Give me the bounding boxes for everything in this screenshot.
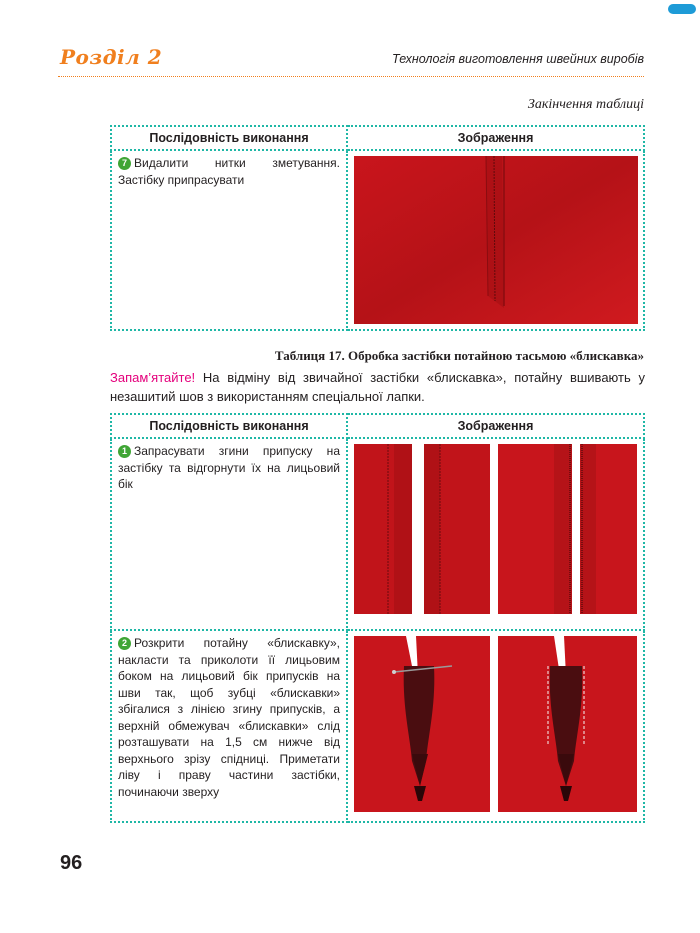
column-header-image: Зображення [347,414,644,438]
step-text: Запрасувати згини припуску на застібку та відгорнути їх на лицьовий бік [118,444,340,491]
step-text: Розкрити потайну «блискавку», накласти та приколоти її лицьовим боком на лицьовий бік припусків на шви так, щоб зубці «блискавки» збігалися з лінією згину припусків, а верхній обмежувач «блискавки» слід розташувати на 1,5 см нижче від верхнього зрізу спідниці. Приметати ліву і праву частини застібки, починаючи зверху [118,636,340,799]
table-continuation-label: Закінчення таблиці [527,97,644,112]
step-number-badge: 1 [118,445,131,458]
step-number-badge: 2 [118,637,131,650]
step-number-badge: 7 [118,157,131,170]
photo-folds-pressed-1 [354,444,490,614]
remember-label: Запам’ятайте! [110,370,196,385]
photo-zipper-basted [498,636,638,812]
table-17 [110,413,645,823]
table-16-end [110,125,645,331]
image-cell [347,150,644,330]
table-row [111,150,644,330]
step-cell [111,630,347,822]
image-cell [347,630,644,822]
publisher-logo [668,4,696,14]
remember-text: На відміну від звичайної застібки «блискавка», потайну вшивають у незашитий шов з використанням спеціальної лапки. [110,370,645,404]
photo-folds-pressed-2 [498,444,638,614]
table-row [111,630,644,822]
step-cell [111,438,347,630]
photo-zipper-pinned [354,636,490,812]
table-17-title: Таблиця 17. Обробка застібки потайною тасьмою «блискавка» [274,348,644,363]
chapter-title: Технологія виготовлення швейних виробів [391,52,644,66]
image-cell [347,438,644,630]
column-header-image: Зображення [347,126,644,150]
remember-note [110,368,645,406]
photo-zipper-pressed [354,156,638,324]
header-divider [58,76,644,77]
column-header-sequence: Послідовність виконання [111,126,347,150]
column-header-sequence: Послідовність виконання [111,414,347,438]
table-row [111,438,644,630]
page-number: 96 [60,852,83,874]
step-cell [111,150,347,330]
section-label: Розділ 2 [60,45,163,69]
step-text: Видалити нитки зметування. Застібку припрасувати [118,156,340,187]
